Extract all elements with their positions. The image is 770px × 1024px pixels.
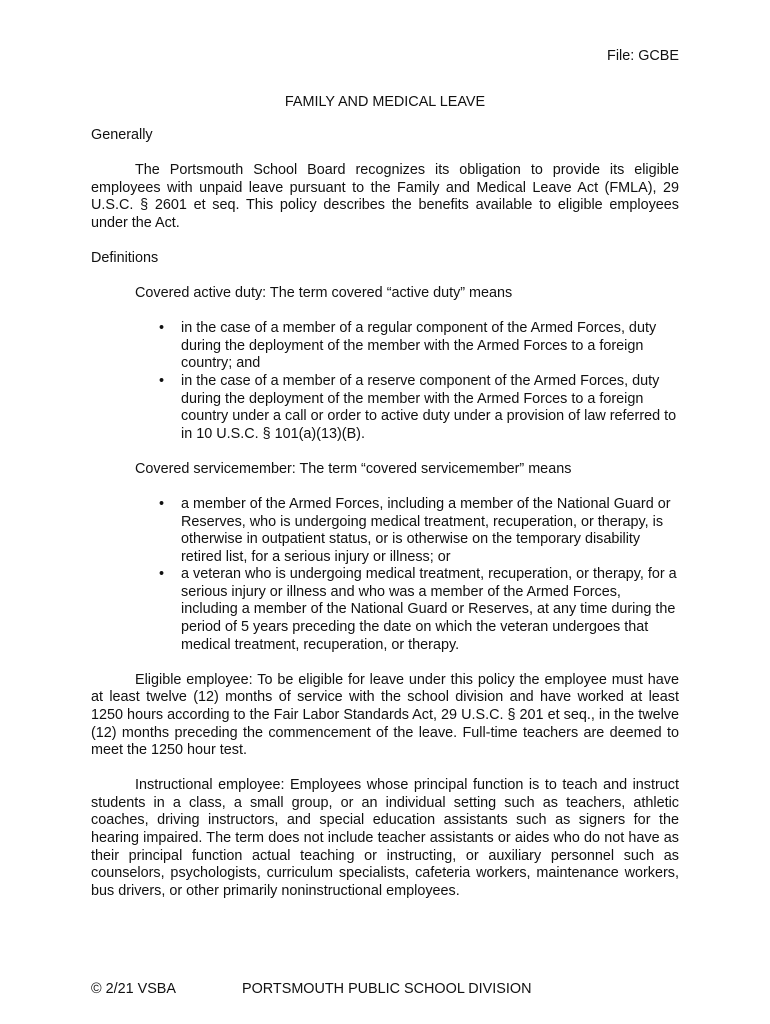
generally-paragraph: The Portsmouth School Board recognizes its obligation to provide its eligible employees with unpaid leave pursuant to the Family and Medical Leave Act (FMLA), 29 U.S.C. § 2601 et seq. This policy describes the benefits available to eligible employees under the Act.	[91, 162, 679, 231]
footer-division: PORTSMOUTH PUBLIC SCHOOL DIVISION	[242, 981, 532, 997]
covered-active-duty-intro: Covered active duty: The term covered “active duty” means	[135, 285, 513, 302]
bullet-icon: •	[159, 320, 165, 337]
bullet-icon: •	[159, 372, 165, 389]
list-item-text: a veteran who is undergoing medical treatment, recuperation, or therapy, for a serious injury or illness and who was a member of the Armed Forces, including a member of the National Guard or Reserves, at any time during the period of 5 years preceding the date on which the veteran undergoes that medical treatment, recuperation, or therapy.	[181, 566, 677, 653]
list-item-text: a member of the Armed Forces, including a member of the National Guard or Reserves, who is undergoing medical treatment, recuperation, or therapy, is otherwise in outpatient status, or is otherwise on the temporary disability retired list, for a serious injury or illness; or	[181, 495, 671, 565]
list-item-text: in the case of a member of a regular component of the Armed Forces, duty during the deployment of the member with the Armed Forces to a foreign country; and	[181, 320, 657, 372]
bullet-icon: •	[159, 566, 165, 583]
footer-copyright: © 2/21 VSBA	[91, 981, 177, 997]
covered-active-duty-list	[91, 320, 679, 443]
list-item	[159, 566, 679, 654]
covered-servicemember-intro: Covered servicemember: The term “covered servicemember” means	[135, 460, 572, 477]
section-heading-definitions: Definitions	[91, 249, 159, 266]
list-item	[159, 372, 679, 443]
policy-body	[91, 127, 679, 918]
list-item	[159, 320, 679, 373]
bullet-icon: •	[159, 495, 165, 512]
list-item-text: in the case of a member of a reserve component of the Armed Forces, duty during the deployment of the member with the Armed Forces to a foreign country under a call or order to active duty under a provision of law referred to in 10 U.S.C. § 101(a)(13)(B).	[181, 372, 677, 442]
instructional-employee-paragraph: Instructional employee: Employees whose principal function is to teach and instruct students in a class, a small group, or an individual setting such as teachers, athletic coaches, driving instructors, and special education assistants such as signers for the hearing impaired. The term does not include teacher assistants or aides who do not have as their principal function actual teaching or instructing, or auxiliary personnel such as counselors, psychologists, curriculum specialists, cafeteria workers, maintenance workers, bus drivers, or other primarily noninstructional employees.	[91, 777, 679, 899]
eligible-employee-paragraph: Eligible employee: To be eligible for leave under this policy the employee must have at least twelve (12) months of service with the school division and have worked at least 1250 hours according to the Fair Labor Standards Act, 29 U.S.C. § 201 et seq., in the twelve (12) months preceding the commencement of the leave. Full-time teachers are deemed to meet the 1250 hour test.	[91, 671, 679, 759]
section-heading-generally: Generally	[91, 127, 153, 143]
covered-servicemember-list	[91, 496, 679, 654]
page-title: FAMILY AND MEDICAL LEAVE	[284, 94, 486, 110]
list-item	[159, 495, 679, 566]
file-reference: File: GCBE	[607, 48, 679, 64]
